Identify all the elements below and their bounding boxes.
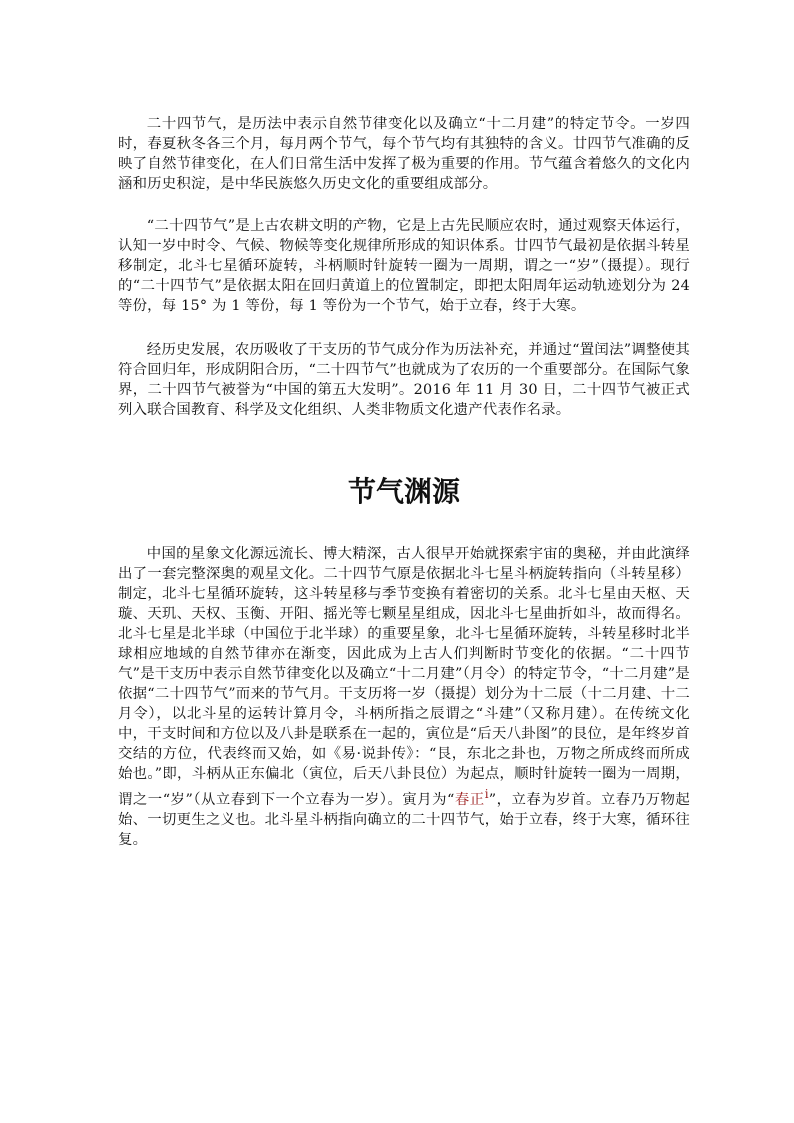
footnote-link-text: 春正: [454, 791, 485, 808]
section-heading: 节气渊源: [347, 475, 460, 508]
intro-paragraph-1: 二十四节气，是历法中表示自然节律变化以及确立“十二月建”的特定节令。一岁四时，春夏秋冬各三个月，每月两个节气，每个节气均有其独特的含义。廿四节气准确的反映了自然节律变化，在人们日常生活中发挥了极为重要的作用。节气蕴含着悠久的文化内涵和历史积淀，是中华民族悠久历史文化的重要组成部分。: [118, 116, 690, 192]
intro-paragraph-2: “二十四节气”是上古农耕文明的产物，它是上古先民顺应农时，通过观察天体运行，认知一岁中时令、气候、物候等变化规律所形成的知识体系。廿四节气最初是依据斗转星移制定，北斗七星循环旋转，斗柄顺时针旋转一圈为一周期，谓之一“岁”（摄提）。现行的“二十四节气”是依据太阳在回归黄道上的位置制定，即把太阳周年运动轨迹划分为 24 等份，每 15° 为 1 等份，每 1 等份为一个节气，始于立春，终于大寒。: [118, 218, 690, 314]
origin-paragraph: [118, 544, 690, 850]
origin-text-after: ”，立春为岁首。立春乃万物起始、一切更生之义也。北斗星斗柄指向确立的二十四节气，始于立春，终于大寒，循环往复。: [118, 791, 690, 848]
intro-paragraph-3: 经历史发展，农历吸收了干支历的节气成分作为历法补充，并通过“置闰法”调整使其符合回归年，形成阴阳合历，“二十四节气”也就成为了农历的一个重要部分。在国际气象界，二十四节气被誉为“中国的第五大发明”。2016 年 11 月 30 日，二十四节气被正式列入联合国教育、科学及文化组织、人类非物质文化遗产代表作名录。: [118, 342, 690, 418]
footnote-link[interactable]: [454, 787, 489, 808]
origin-text-before: 中国的星象文化源远流长、博大精深，古人很早开始就探索宇宙的奥秘，并由此演绎出了一套完整深奥的观星文化。二十四节气原是依据北斗七星斗柄旋转指向（斗转星移）制定，北斗七星循环旋转，这斗转星移与季节变换有着密切的关系。北斗七星由天枢、天璇、天玑、天权、玉衡、开阳、摇光等七颗星星组成，因北斗七星曲折如斗，故而得名。北斗七星是北半球（中国位于北半球）的重要星象，北斗七星循环旋转，斗转星移时北半球相应地域的自然节律亦在渐变，因此成为上古人们判断时节变化的依据。“二十四节气”是干支历中表示自然节律变化以及确立“十二月建”（月令）的特定节令，“十二月建”是依据“二十四节气”而来的节气月。干支历将一岁（摄提）划分为十二辰（十二月建、十二月令），以北斗星的运转计算月令，斗柄所指之辰谓之“斗建”（又称月建）。在传统文化中，干支时间和方位以及八卦是联系在一起的，寅位是“后天八卦图”的艮位，是年终岁首交结的方位，代表终而又始，如《易·说卦传》：“艮，东北之卦也，万物之所成终而所成始也。”即，斗柄从正东偏北（寅位，后天八卦艮位）为起点，顺时针旋转一圈为一周期，谓之一“岁”（从立春到下一个立春为一岁）。寅月为“: [118, 546, 690, 808]
footnote-marker: i: [484, 787, 489, 801]
